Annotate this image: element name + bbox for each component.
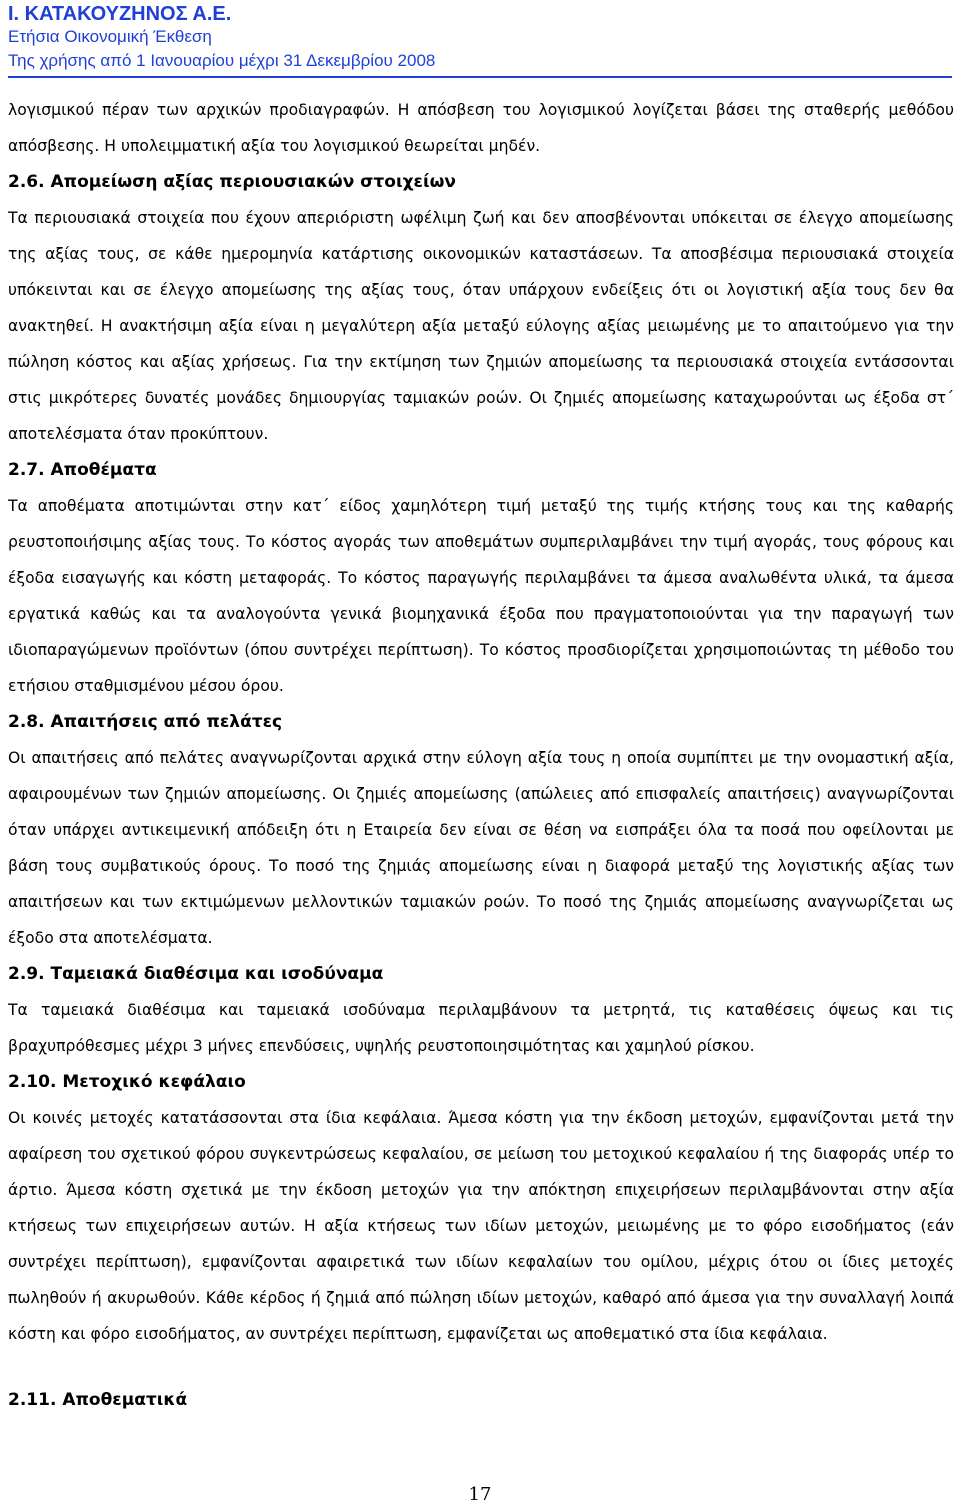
section-heading-2-9: 2.9. Ταμειακά διαθέσιμα και ισοδύναμα	[8, 964, 384, 984]
section-heading-2-6: 2.6. Απομείωση αξίας περιουσιακών στοιχείων	[8, 172, 456, 192]
section-body-2-6: Τα περιουσιακά στοιχεία που έχουν απεριόριστη ωφέλιμη ζωή και δεν αποσβένονται υπόκειται σε έλεγχο απομείωσης της αξίας τους, σε κάθε ημερομηνία κατάρτισης οικονομικών καταστάσεων. Τα αποσβέσιμα περιουσιακά στοιχεία υπόκεινται και σε έλεγχο απομείωσης της αξίας τους, όταν υπάρχουν ενδείξεις ότι οι λογιστική αξία τους δεν θα ανακτηθεί. Η ανακτήσιμη αξία είναι η μεγαλύτερη αξία μεταξύ εύλογης αξίας μειωμένης με το απαιτούμενο για την πώληση κόστος και αξίας χρήσεως. Για την εκτίμηση των ζημιών απομείωσης τα περιουσιακά στοιχεία εντάσσονται στις μικρότερες δυνατές μονάδες δημιουργίας ταμιακών ροών. Οι ζημιές απομείωσης καταχωρούνται ως έξοδα στ΄ αποτελέσματα όταν προκύπτουν.	[8, 209, 954, 443]
page-header	[8, 0, 952, 73]
section-body-2-9: Τα ταμειακά διαθέσιμα και ταμειακά ισοδύναμα περιλαμβάνουν τα μετρητά, τις καταθέσεις όψεως και τις βραχυπρόθεσμες μέχρι 3 μήνες επενδύσεις, υψηλής ρευστοποιησιμότητας και χαμηλού ρίσκου.	[8, 1001, 954, 1055]
section-heading-2-8: 2.8. Απαιτήσεις από πελάτες	[8, 712, 283, 732]
intro-paragraph: λογισμικού πέραν των αρχικών προδιαγραφών. Η απόσβεση του λογισμικού λογίζεται βάσει της σταθερής μεθόδου απόσβεσης. Η υπολειμματική αξία του λογισμικού θεωρείται μηδέν.	[8, 101, 954, 155]
company-name: Ι. ΚΑΤΑΚΟΥΖΗΝΟΣ Α.Ε.	[8, 3, 232, 25]
section-heading-2-7: 2.7. Αποθέματα	[8, 460, 157, 480]
section-body-2-7: Τα αποθέματα αποτιμώνται στην κατ΄ είδος χαμηλότερη τιμή μεταξύ της τιμής κτήσης τους και της καθαρής ρευστοποιήσιμης αξίας τους. Το κόστος αγοράς των αποθεμάτων συμπεριλαμβάνει την τιμή αγοράς, τους φόρους και έξοδα εισαγωγής και κόστη μεταφοράς. Το κόστος παραγωγής περιλαμβάνει τα άμεσα αναλωθέντα υλικά, τα άμεσα εργατικά καθώς και τα αναλογούντα γενικά βιομηχανικά έξοδα που πραγματοποιούνται για την παραγωγή των ιδιοπαραγώμενων προϊόντων (όπου συντρέχει περίπτωση). Το κόστος προσδιορίζεται χρησιμοποιώντας τη μέθοδο του ετήσιου σταθμισμένου μέσου όρου.	[8, 497, 954, 695]
section-body-2-8: Οι απαιτήσεις από πελάτες αναγνωρίζονται αρχικά στην εύλογη αξία τους η οποία συμπίπτει με την ονομαστική αξία, αφαιρουμένων των ζημιών απομείωσης. Οι ζημιές απομείωσης (απώλειες από επισφαλείς απαιτήσεις) αναγνωρίζονται όταν υπάρχει αντικειμενική απόδειξη ότι η Εταιρεία δεν είναι σε θέση να εισπράξει όλα τα ποσά που οφείλονται με βάση τους συμβατικούς όρους. Το ποσό της ζημιάς απομείωσης είναι η διαφορά μεταξύ της λογιστικής αξίας των απαιτήσεων και των εκτιμώμενων μελλοντικών ταμιακών ροών. Το ποσό της ζημιάς απομείωσης αναγνωρίζεται ως έξοδο στα αποτελέσματα.	[8, 749, 954, 947]
section-heading-2-11: 2.11. Αποθεματικά	[8, 1390, 188, 1410]
report-period: Της χρήσης από 1 Ιανουαρίου μέχρι 31 Δεκεμβρίου 2008	[8, 51, 436, 70]
section-body-2-10: Οι κοινές μετοχές κατατάσσονται στα ίδια κεφάλαια. Άμεσα κόστη για την έκδοση μετοχών, εμφανίζονται μετά την αφαίρεση του σχετικού φόρου συγκεντρώσεως κεφαλαίου, σε μείωση του μετοχικού κεφαλαίου ή της διαφοράς υπέρ το άρτιο. Άμεσα κόστη σχετικά με την έκδοση μετοχών για την απόκτηση επιχειρήσεων περιλαμβάνονται στην αξία κτήσεως των επιχειρήσεων αυτών. Η αξία κτήσεως των ιδίων μετοχών, μειωμένης με το φόρο εισοδήματος (εάν συντρέχει περίπτωση), εμφανίζονται αφαιρετικά των ιδίων κεφαλαίων του ομίλου, μέχρις ότου οι ίδιες μετοχές πωληθούν ή ακυρωθούν. Κάθε κέρδος ή ζημιά από πώληση ιδίων μετοχών, καθαρό από άμεσα για την συναλλαγή λοιπά κόστη και φόρο εισοδήματος, αν συντρέχει περίπτωση, εμφανίζεται ως αποθεματικό στα ίδια κεφάλαια.	[8, 1109, 954, 1343]
report-title: Ετήσια Οικονομική Έκθεση	[8, 27, 212, 46]
page-number: 17	[468, 1484, 492, 1505]
section-heading-2-10: 2.10. Μετοχικό κεφάλαιο	[8, 1072, 246, 1092]
header-divider	[8, 76, 952, 78]
document-body	[8, 92, 954, 1418]
